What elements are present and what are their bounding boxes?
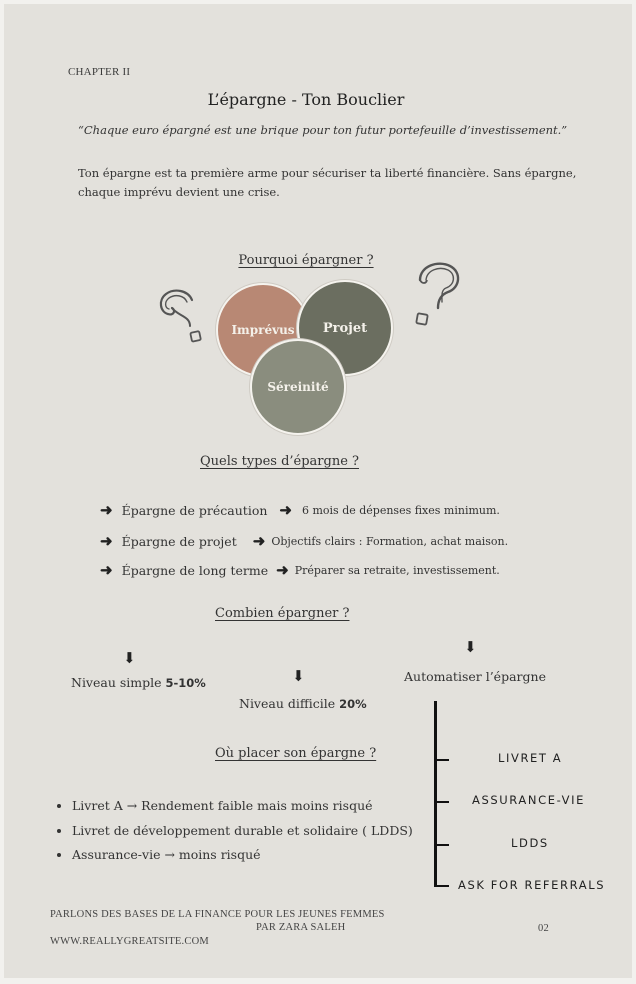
question-mark-left-icon <box>154 286 204 348</box>
list-item: • Livret de développement durable et solidaire ( LDDS) <box>72 819 413 844</box>
savings-type-desc: 6 mois de dépenses fixes minimum. <box>301 503 500 517</box>
circle-sereinite: Séreinité <box>250 339 346 435</box>
savings-type-label: Épargne de long terme <box>121 562 269 578</box>
down-arrow-icon: ⬇ <box>464 638 477 656</box>
down-arrow-icon: ⬇ <box>123 649 136 667</box>
tree-spine <box>434 701 437 887</box>
level-simple-label: Niveau simple <box>71 675 162 690</box>
right-arrow-icon: ➜ <box>100 501 113 519</box>
level-hard <box>239 696 367 711</box>
page <box>4 4 632 978</box>
list-item: • Livret A → Rendement faible mais moins risqué <box>72 794 413 819</box>
why-heading: Pourquoi épargner ? <box>238 253 374 268</box>
where-heading: Où placer son épargne ? <box>215 746 377 761</box>
circle-projet: Projet <box>297 280 393 376</box>
right-arrow-icon: ➜ <box>100 561 113 579</box>
tree-item: ASSURANCE-VIE <box>472 793 585 807</box>
tree-branch <box>434 801 449 803</box>
level-hard-label: Niveau difficile <box>239 696 336 711</box>
savings-type-desc: Objectifs clairs : Formation, achat maison. <box>271 534 509 548</box>
question-mark-right-icon <box>408 258 466 330</box>
circle-imprevus: Imprévus <box>216 283 310 377</box>
chapter-label: CHAPTER II <box>68 66 131 78</box>
automate-label: Automatiser l’épargne <box>404 669 546 684</box>
footer-author: PAR ZARA SALEH <box>256 922 346 933</box>
quote: “Chaque euro épargné est une brique pour ton futur portefeuille d’investissement.” <box>78 123 568 137</box>
savings-type-desc: Préparer sa retraite, investissement. <box>294 563 500 577</box>
right-arrow-icon: ➜ <box>276 561 289 579</box>
level-hard-value: 20% <box>339 697 367 711</box>
level-simple-value: 5-10% <box>165 676 206 690</box>
tree-branch <box>434 759 449 761</box>
footer-website: WWW.REALLYGREATSITE.COM <box>50 936 209 947</box>
placement-list <box>56 794 413 868</box>
right-arrow-icon: ➜ <box>100 532 113 550</box>
page-number: 02 <box>538 923 549 934</box>
tree-item: LIVRET A <box>498 751 563 765</box>
savings-type-label: Épargne de projet <box>121 533 237 549</box>
savings-type-label: Épargne de précaution <box>121 502 268 518</box>
tree-branch <box>434 844 449 846</box>
down-arrow-icon: ⬇ <box>292 667 305 685</box>
level-simple <box>71 675 206 690</box>
tree-item: LDDS <box>511 836 549 850</box>
tree-branch <box>434 885 449 887</box>
list-item: • Assurance-vie → moins risqué <box>72 843 413 868</box>
savings-type-row <box>100 501 500 519</box>
tree-item: ASK FOR REFERRALS <box>458 878 606 892</box>
how-much-heading: Combien épargner ? <box>215 606 350 621</box>
savings-type-row <box>100 532 508 550</box>
intro-paragraph: Ton épargne est ta première arme pour sécuriser ta liberté financière. Sans épargne, chaque imprévu devient une crise. <box>78 166 577 199</box>
right-arrow-icon: ➜ <box>279 501 292 519</box>
savings-type-row <box>100 561 500 579</box>
footer-title: PARLONS DES BASES DE LA FINANCE POUR LES JEUNES FEMMES <box>50 909 385 920</box>
types-heading: Quels types d’épargne ? <box>200 454 359 469</box>
page-title: L’épargne - Ton Bouclier <box>207 90 405 109</box>
right-arrow-icon: ➜ <box>252 532 266 550</box>
